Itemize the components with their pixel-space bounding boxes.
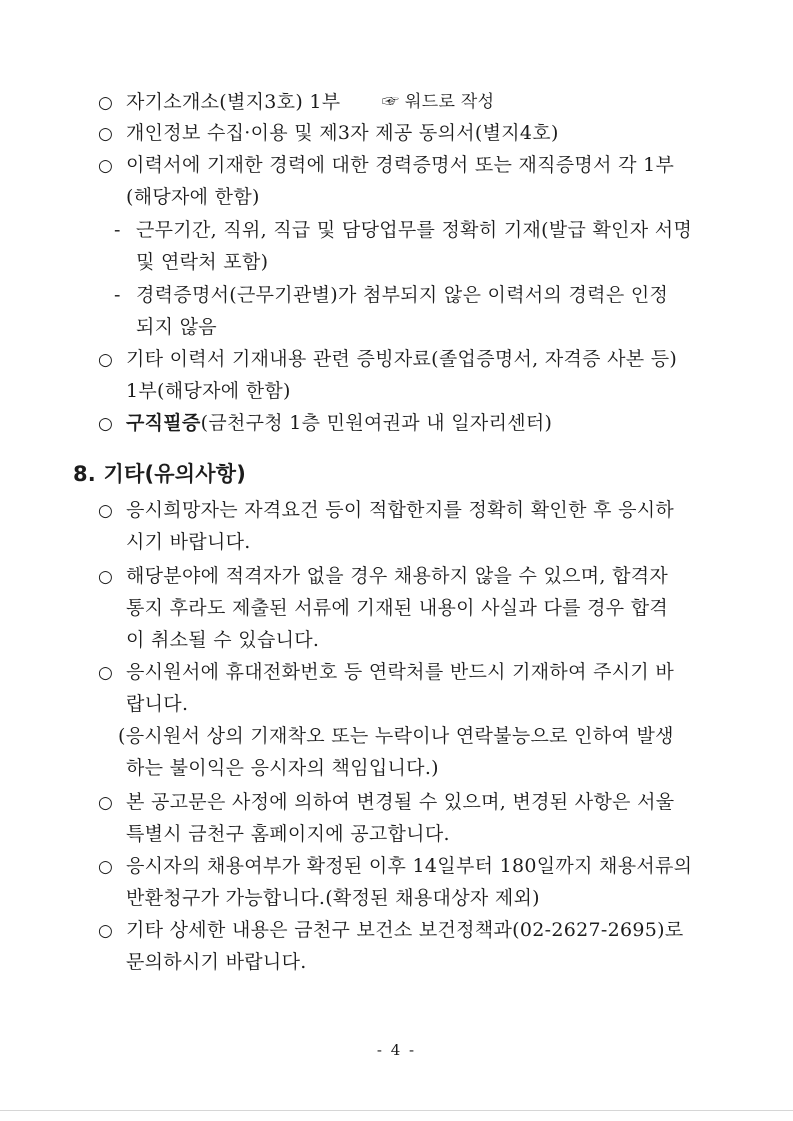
item-text-continued: 통지 후라도 제출된 서류에 기재된 내용이 사실과 다를 경우 합격	[126, 597, 669, 619]
list-item	[98, 660, 674, 685]
list-item	[98, 918, 684, 943]
circle-bullet: ○	[98, 350, 114, 370]
item-text-continued: 문의하시기 바랍니다.	[126, 951, 307, 973]
page-number: - 4 -	[376, 1041, 417, 1059]
section-heading: 8. 기타(유의사항)	[73, 462, 247, 486]
scan-edge-divider	[0, 1110, 793, 1111]
circle-bullet: ○	[98, 663, 114, 683]
item-text: 응시원서에 휴대전화번호 등 연락처를 반드시 기재하여 주시기 바	[126, 661, 675, 683]
item-text: 응시자의 채용여부가 확정된 이후 14일부터 180일까지 채용서류의	[126, 855, 693, 877]
circle-bullet: ○	[98, 124, 114, 144]
item-text: 이력서에 기재한 경력에 대한 경력증명서 또는 재직증명서 각 1부	[126, 154, 675, 176]
sub-item-text: 근무기간, 직위, 직급 및 담당업무를 정확히 기재(발급 확인자 서명	[136, 219, 693, 241]
item-text: 응시희망자는 자격요건 등이 적합한지를 정확히 확인한 후 응시하	[126, 499, 675, 521]
list-item	[98, 411, 552, 436]
list-item	[98, 854, 692, 879]
sub-item-text-continued: 및 연락처 포함)	[136, 251, 269, 273]
item-text-continued: (해당자에 한함)	[126, 186, 260, 208]
circle-bullet: ○	[98, 857, 114, 877]
item-text: 기타 상세한 내용은 금천구 보건소 보건정책과(02-2627-2695)로	[126, 919, 684, 941]
note-text: (응시원서 상의 기재착오 또는 누락이나 연락불능으로 인하여 발생	[118, 725, 674, 747]
list-item	[98, 90, 340, 115]
note-text-continued: 하는 불이익은 응시자의 책임입니다.)	[126, 757, 439, 779]
list-item	[98, 121, 559, 146]
circle-bullet: ○	[98, 414, 114, 434]
item-text: 자기소개소(별지3호) 1부	[126, 91, 341, 113]
item-text-continued: 시기 바랍니다.	[126, 531, 251, 553]
item-note: ☞ 워드로 작성	[382, 92, 495, 112]
list-item	[98, 790, 674, 815]
circle-bullet: ○	[98, 793, 114, 813]
circle-bullet: ○	[98, 501, 114, 521]
sub-item-text: 경력증명서(근무기관별)가 첨부되지 않은 이력서의 경력은 인정	[136, 284, 669, 306]
sub-item	[114, 218, 692, 242]
item-text: 개인정보 수집·이용 및 제3자 제공 동의서(별지4호)	[126, 122, 559, 144]
circle-bullet: ○	[98, 567, 114, 587]
circle-bullet: ○	[98, 93, 114, 113]
item-text-continued: 특별시 금천구 홈페이지에 공고합니다.	[126, 823, 450, 845]
sub-item-text-continued: 되지 않음	[136, 316, 217, 338]
dash-bullet: -	[114, 219, 121, 241]
list-item	[98, 564, 668, 589]
list-item	[98, 498, 674, 523]
item-bold-text: 구직필증	[126, 412, 201, 434]
circle-bullet: ○	[98, 921, 114, 941]
item-text-continued: 랍니다.	[126, 693, 189, 715]
list-item	[98, 347, 677, 372]
item-text: 본 공고문은 사정에 의하여 변경될 수 있으며, 변경된 사항은 서울	[126, 791, 675, 813]
dash-bullet: -	[114, 284, 121, 306]
item-text: 해당분야에 적격자가 없을 경우 채용하지 않을 수 있으며, 합격자	[126, 565, 669, 587]
item-text: (금천구청 1층 민원여권과 내 일자리센터)	[200, 412, 553, 434]
circle-bullet: ○	[98, 156, 114, 176]
list-item	[98, 153, 674, 178]
sub-item	[114, 283, 668, 307]
item-text-continued: 이 취소될 수 있습니다.	[126, 629, 320, 651]
item-text: 기타 이력서 기재내용 관련 증빙자료(졸업증명서, 자격증 사본 등)	[126, 348, 678, 370]
item-text-continued: 1부(해당자에 한함)	[126, 380, 291, 402]
item-text-continued: 반환청구가 가능합니다.(확정된 채용대상자 제외)	[126, 887, 540, 909]
